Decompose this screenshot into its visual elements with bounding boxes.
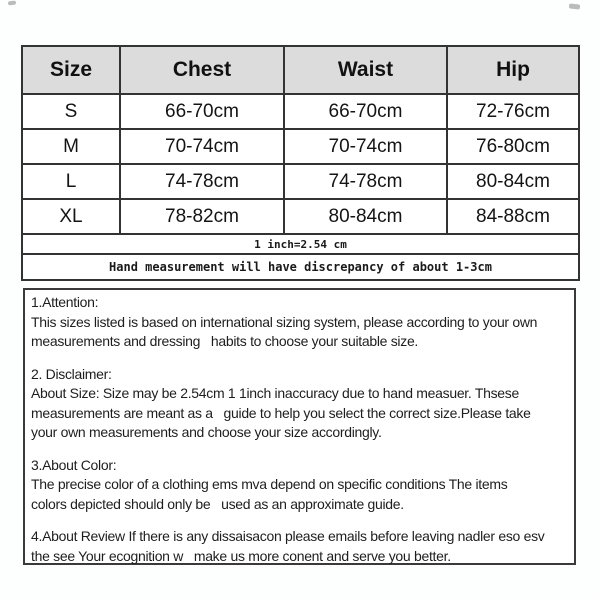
column-header-chest: Chest	[120, 46, 284, 94]
header-row	[22, 46, 579, 94]
hip-value: 80-84cm	[447, 164, 579, 199]
note-heading: 2. Disclaimer:	[31, 365, 112, 382]
chest-value: 74-78cm	[120, 164, 284, 199]
size-row-m	[22, 129, 579, 164]
size-label: S	[22, 94, 120, 129]
unit-conversion-row	[22, 234, 579, 254]
note-line: This sizes listed is based on international sizing system, please according to your own	[31, 313, 538, 330]
chest-value: 70-74cm	[120, 129, 284, 164]
size-label: M	[22, 129, 120, 164]
size-label: XL	[22, 199, 120, 234]
unit-conversion-note: 1 inch=2.54 cm	[22, 234, 579, 254]
scan-artifact-right	[569, 3, 580, 9]
size-row-s	[22, 94, 579, 129]
note-line: 4.About Review If there is any dissaisacon please emails before leaving nadler eso esv	[31, 528, 545, 544]
column-header-hip: Hip	[447, 46, 579, 94]
note-line: measurements and dressing habits to choose your suitable size.	[31, 333, 419, 349]
scan-artifact-left	[8, 0, 16, 5]
note-line: the see Your ecognition w make us more conent and serve you better.	[31, 547, 451, 564]
hip-value: 72-76cm	[447, 94, 579, 129]
chest-value: 78-82cm	[120, 199, 284, 234]
size-label: L	[22, 164, 120, 199]
note-heading: 3.About Color:	[31, 456, 117, 473]
size-chart-table	[21, 45, 580, 281]
notes-box	[23, 288, 576, 565]
hip-value: 76-80cm	[447, 129, 579, 164]
note-heading: 1.Attention:	[31, 294, 99, 310]
column-header-waist: Waist	[284, 46, 447, 94]
waist-value: 74-78cm	[284, 164, 447, 199]
note-line: your own measurements and choose your size accordingly.	[31, 424, 382, 440]
note-line: colors depicted should only be used as an approximate guide.	[31, 495, 404, 512]
waist-value: 70-74cm	[284, 129, 447, 164]
size-row-xl	[22, 199, 579, 234]
note-section-about-review	[31, 527, 568, 566]
hip-value: 84-88cm	[447, 199, 579, 234]
note-line: About Size: Size may be 2.54cm 1 1inch inaccuracy due to hand measuer. Thsese	[31, 385, 519, 401]
note-section-about-color	[31, 456, 568, 515]
note-line: measurements are meant as a guide to help you select the correct size.Please take	[31, 404, 531, 421]
hand-measurement-note: Hand measurement will have discrepancy of about 1-3cm	[22, 254, 579, 280]
note-section-attention	[31, 293, 568, 352]
chest-value: 66-70cm	[120, 94, 284, 129]
column-header-size: Size	[22, 46, 120, 94]
hand-measurement-row	[22, 254, 579, 280]
note-section-disclaimer	[31, 365, 568, 443]
note-line: The precise color of a clothing ems mva depend on specific conditions The items	[31, 476, 508, 492]
waist-value: 80-84cm	[284, 199, 447, 234]
waist-value: 66-70cm	[284, 94, 447, 129]
size-row-l	[22, 164, 579, 199]
